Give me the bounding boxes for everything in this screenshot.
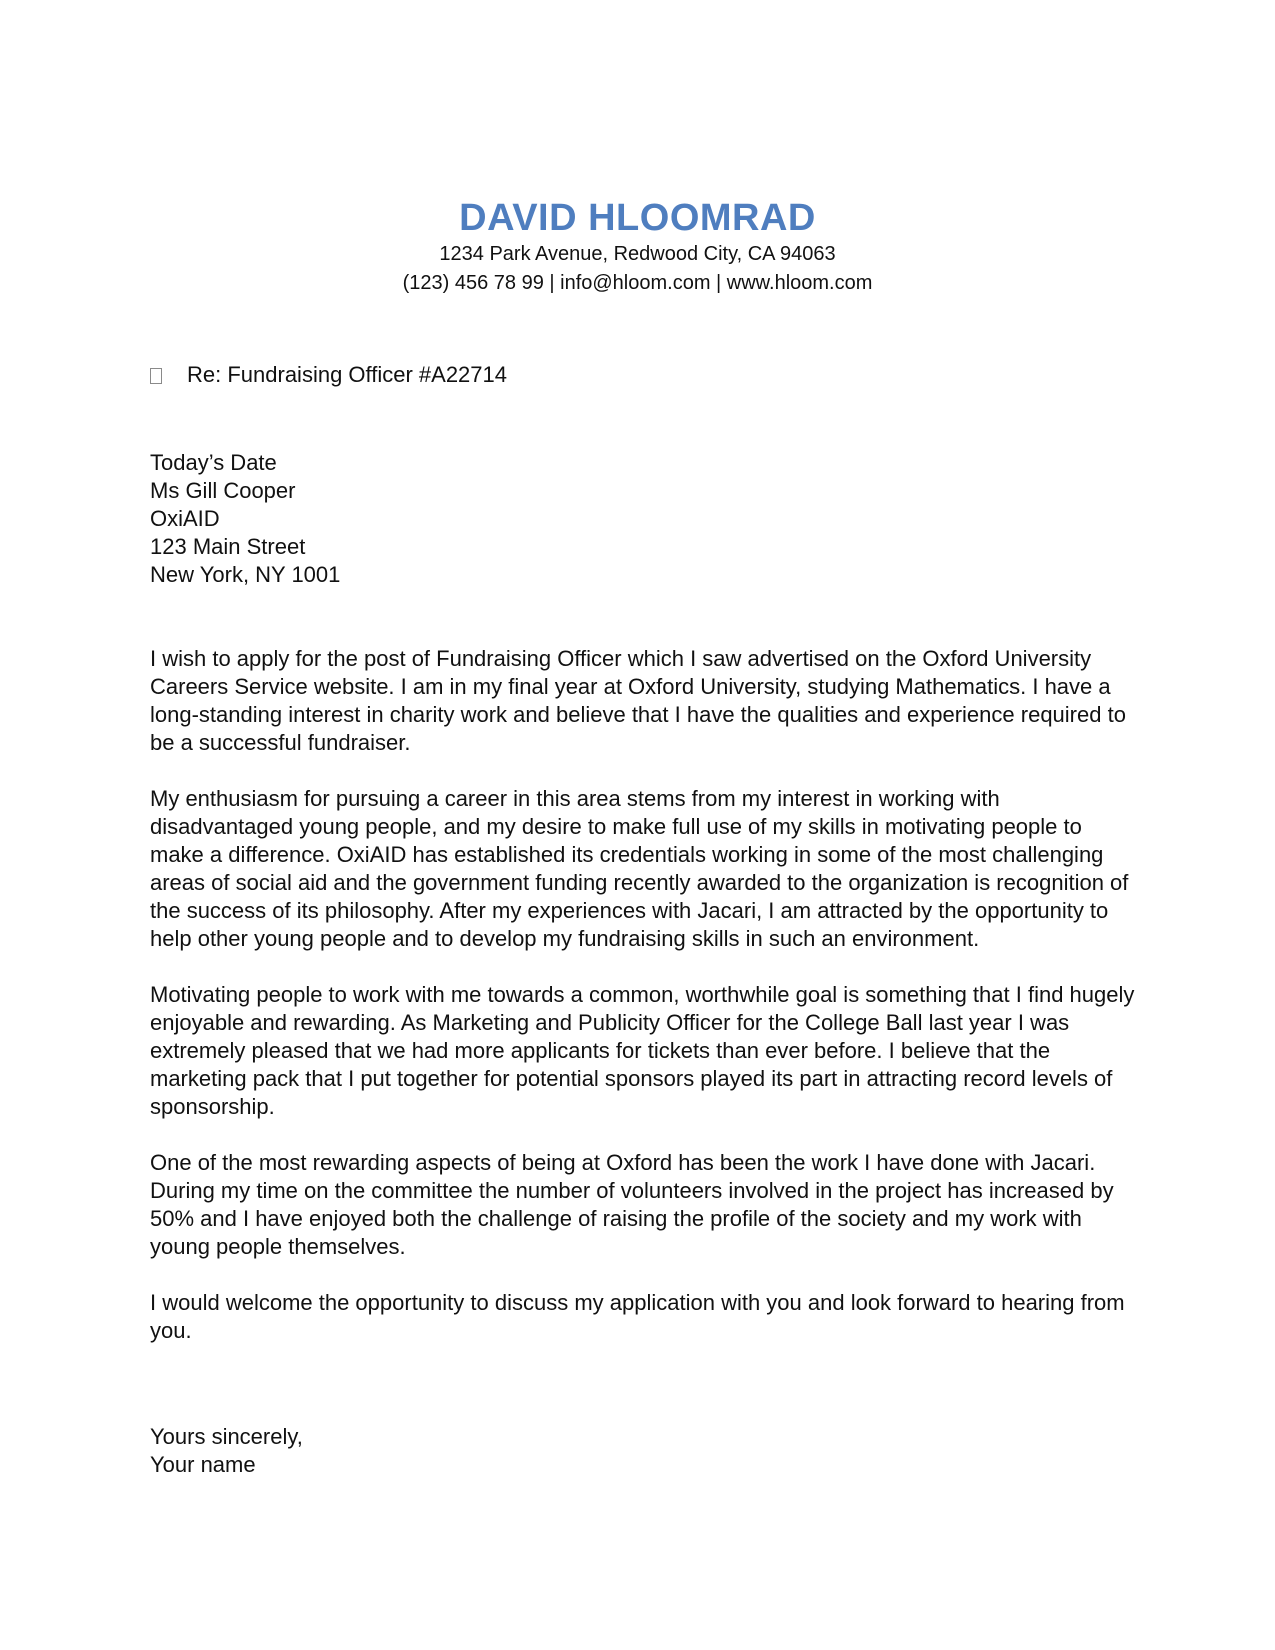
checkbox-glyph-icon	[150, 368, 162, 384]
subject-line	[150, 361, 507, 389]
sender-contact: (123) 456 78 99 | info@hloom.com | www.hloom.com	[402, 272, 873, 294]
recipient-company: OxiAID	[150, 506, 220, 531]
body-paragraph: I would welcome the opportunity to discuss my application with you and look forward to hearing from you.	[150, 1290, 1125, 1343]
closing-block	[150, 1423, 1140, 1479]
body-paragraph: I wish to apply for the post of Fundraising Officer which I saw advertised on the Oxford University Careers Service website. I am in my final year at Oxford University, studying Mathematics. I have a long-standing interest in charity work and believe that I have the qualities and experience required to be a successful fundraiser.	[150, 646, 1126, 755]
closing-signature: Your name	[150, 1452, 256, 1477]
closing-salutation: Yours sincerely,	[150, 1424, 303, 1449]
body-paragraph: One of the most rewarding aspects of being at Oxford has been the work I have done with Jacari. During my time on the committee the number of volunteers involved in the project has increased by 50% and I have enjoyed both the challenge of raising the profile of the society and my work with young people themselves.	[150, 1150, 1114, 1259]
letter-body	[150, 645, 1140, 1373]
body-paragraph: Motivating people to work with me towards a common, worthwhile goal is something that I find hugely enjoyable and rewarding. As Marketing and Publicity Officer for the College Ball last year I was extremely pleased that we had more applicants for tickets than ever before. I believe that the marketing pack that I put together for potential sponsors played its part in attracting record levels of sponsorship.	[150, 982, 1135, 1119]
letter-date: Today’s Date	[150, 450, 277, 475]
subject-text: Re: Fundraising Officer #A22714	[187, 362, 507, 387]
recipient-city: New York, NY 1001	[150, 562, 341, 587]
body-paragraph: My enthusiasm for pursuing a career in this area stems from my interest in working with disadvantaged young people, and my desire to make full use of my skills in motivating people to make a difference. OxiAID has established its credentials working in some of the most challenging areas of social aid and the government funding recently awarded to the organization is recognition of the success of its philosophy. After my experiences with Jacari, I am attracted by the opportunity to help other young people and to develop my fundraising skills in such an environment.	[150, 786, 1129, 951]
letterhead	[0, 196, 1275, 298]
recipient-street: 123 Main Street	[150, 534, 306, 559]
sender-address: 1234 Park Avenue, Redwood City, CA 94063	[439, 243, 836, 265]
recipient-name: Ms Gill Cooper	[150, 478, 296, 503]
recipient-block	[150, 449, 1140, 589]
sender-name: DAVID HLOOMRAD	[459, 197, 816, 239]
